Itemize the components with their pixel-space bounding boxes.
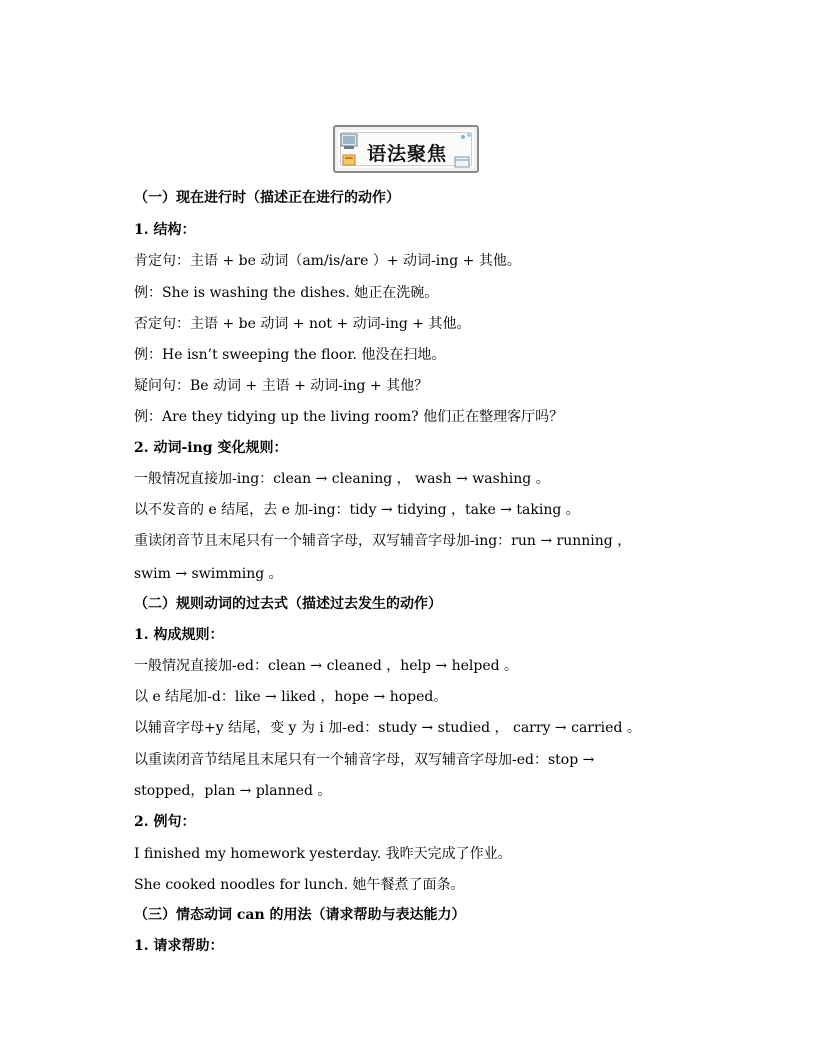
example-line: 例：She is washing the dishes. 她正在洗碗。 [134, 285, 439, 301]
grammar-focus-banner [333, 125, 479, 173]
subheading-asking-for-help: 1. 请求帮助： [134, 938, 224, 954]
section-heading-past-tense: （二）规则动词的过去式（描述过去发生的动作） [134, 596, 442, 612]
ed-rule-continuation: stopped，plan → planned 。 [134, 783, 332, 799]
pencil-icon [341, 153, 361, 169]
ed-rule-line: 以重读闭音节结尾且末尾只有一个辅音字母，双写辅音字母加-ed：stop → [134, 752, 595, 768]
negative-rule: 否定句：主语 + be 动词 + not + 动词-ing + 其他。 [134, 316, 471, 332]
ed-rule-line: 以辅音字母+y 结尾，变 y 为 i 加-ed：study → studied ， carry → carried 。 [134, 720, 641, 736]
example-sentence: She cooked noodles for lunch. 她午餐煮了面条。 [134, 877, 465, 893]
ed-rule-line: 一般情况直接加-ed：clean → cleaned ，help → helped 。 [134, 658, 519, 674]
ing-rule-line: 一般情况直接加-ing：clean → cleaning ， wash → washing 。 [134, 471, 550, 487]
question-rule: 疑问句：Be 动词 + 主语 + 动词-ing + 其他？ [134, 378, 429, 394]
affirmative-rule: 肯定句：主语 + be 动词（am/is/are ）+ 动词-ing + 其他。 [134, 253, 521, 269]
example-sentence: I finished my homework yesterday. 我昨天完成了作业。 [134, 846, 512, 862]
section-heading-present-continuous: （一）现在进行时（描述正在进行的动作） [134, 190, 400, 206]
ed-rule-line: 以 e 结尾加-d：like → liked ，hope → hoped。 [134, 689, 448, 705]
section-heading-modal-can: （三）情态动词 can 的用法（请求帮助与表达能力） [134, 907, 466, 923]
ing-rule-continuation: swim → swimming 。 [134, 566, 283, 582]
ing-rule-line: 以不发音的 e 结尾，去 e 加-ing：tidy → tidying ，take → taking 。 [134, 502, 580, 518]
subheading-structure: 1. 结构： [134, 222, 196, 238]
banner-title: 语法聚焦 [367, 143, 448, 165]
calendar-icon [453, 155, 471, 169]
subheading-ing-rules: 2. 动词-ing 变化规则： [134, 440, 288, 456]
subheading-formation-rules: 1. 构成规则： [134, 627, 224, 643]
ing-rule-line: 重读闭音节且末尾只有一个辅音字母，双写辅音字母加-ing：run → running ， [134, 533, 632, 549]
subheading-examples: 2. 例句： [134, 814, 196, 830]
star-icon [459, 131, 473, 143]
example-line: 例：He isn’t sweeping the floor. 他没在扫地。 [134, 347, 446, 363]
example-line: 例：Are they tidying up the living room? 他们正在整理客厅吗？ [134, 409, 564, 425]
book-icon [339, 131, 361, 153]
